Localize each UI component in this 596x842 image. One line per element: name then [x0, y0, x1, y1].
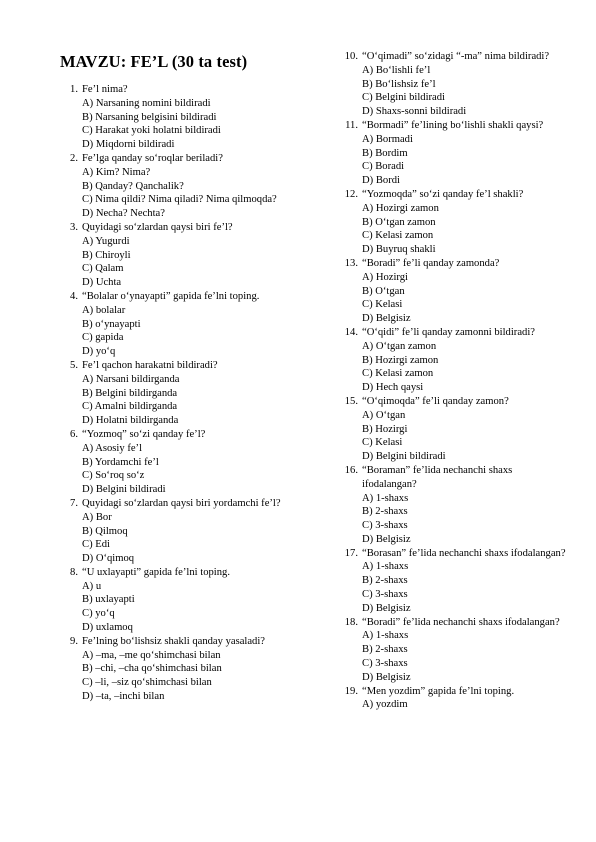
- question-number: 5 .: [58, 359, 78, 373]
- answer-option: D) Uchta: [82, 277, 122, 289]
- answer-option: B) 2-shaxs: [362, 506, 408, 518]
- question-item: [58, 497, 303, 566]
- question-number: 19 .: [338, 685, 358, 699]
- answer-option: C) Kelasi: [362, 437, 403, 449]
- question-item: [58, 566, 303, 635]
- answer-option: D) Miqdorni bildiradi: [82, 139, 175, 151]
- answer-option: C) Qalam: [82, 263, 124, 275]
- answer-option: A) 1-shaxs: [362, 561, 409, 573]
- question-item: [58, 428, 303, 497]
- answer-option: C) 3-shaxs: [362, 520, 408, 532]
- answer-option: A) Narsani bildirganda: [82, 373, 180, 385]
- question-item: [338, 395, 568, 464]
- question-number: 6 .: [58, 428, 78, 442]
- answer-option: B) Yordamchi fe’l: [82, 456, 159, 468]
- answer-option: A) O‘tgan zamon: [362, 340, 437, 352]
- answer-option: D) Buyruq shakli: [362, 244, 436, 256]
- answer-option: D) Hech qaysi: [362, 382, 424, 394]
- answer-option: C) 3-shaxs: [362, 658, 408, 670]
- question-item: [58, 290, 303, 359]
- question-item: [338, 188, 568, 257]
- answer-option: A) Yugurdi: [82, 235, 130, 247]
- page-title: MAVZU: FE’L (30 ta test): [60, 52, 248, 71]
- question-number: 16 .: [338, 464, 358, 478]
- answer-option: A) –ma, –me qo‘shimchasi bilan: [82, 649, 221, 661]
- answer-option: B) uxlayapti: [82, 594, 135, 606]
- question-item: [58, 635, 303, 704]
- answer-option: D) Bordi: [362, 175, 400, 187]
- right-column: [338, 50, 568, 712]
- answer-option: B) O‘tgan zamon: [362, 216, 436, 228]
- answer-option: D) Holatni bildirganda: [82, 415, 179, 427]
- answer-option: C) gapida: [82, 332, 124, 344]
- question-text: “Yozmoqda” so‘zi qanday fe’l shakli?: [362, 188, 524, 200]
- question-number: 4 .: [58, 290, 78, 304]
- question-text: “Yozmoq” so‘zi qanday fe’l?: [82, 428, 206, 440]
- answer-option: B) Belgini bildirganda: [82, 387, 178, 399]
- question-text: “O‘qidi” fe’li qanday zamonni bildiradi?: [362, 326, 535, 338]
- answer-option: C) 3-shaxs: [362, 589, 408, 601]
- answer-option: B) 2-shaxs: [362, 644, 408, 656]
- question-number: 3 .: [58, 221, 78, 235]
- question-text: “U uxlayapti” gapida fe’lni toping.: [82, 566, 230, 578]
- answer-option: B) Bordim: [362, 147, 408, 159]
- question-item: [338, 119, 568, 188]
- answer-option: D) –ta, –inchi bilan: [82, 691, 165, 703]
- question-number: 2 .: [58, 152, 78, 166]
- question-text: “Boradi” fe’lida nechanchi shaxs ifodalangan?: [362, 616, 560, 628]
- answer-option: A) u: [82, 580, 102, 592]
- answer-option: D) Belgisiz: [362, 533, 411, 545]
- answer-option: D) yo‘q: [82, 346, 116, 358]
- question-item: [58, 221, 303, 290]
- answer-option: B) Bo‘lishsiz fe’l: [362, 78, 436, 90]
- answer-option: B) O‘tgan: [362, 285, 405, 297]
- question-number: 18 .: [338, 616, 358, 630]
- answer-option: A) 1-shaxs: [362, 630, 409, 642]
- answer-option: D) Belgisiz: [362, 602, 411, 614]
- question-number: 9 .: [58, 635, 78, 649]
- answer-option: A) Narsaning nomini bildiradi: [82, 97, 211, 109]
- question-item: [338, 547, 568, 616]
- question-number: 8 .: [58, 566, 78, 580]
- question-number: 10 .: [338, 50, 358, 64]
- question-number: 14 .: [338, 326, 358, 340]
- answer-option: B) Hozirgi: [362, 423, 408, 435]
- answer-option: C) Boradi: [362, 161, 405, 173]
- answer-option: B) Narsaning belgisini bildiradi: [82, 111, 217, 123]
- question-number: 12 .: [338, 188, 358, 202]
- question-item: [338, 50, 568, 119]
- answer-option: C) Kelasi zamon: [362, 230, 434, 242]
- answer-option: C) Harakat yoki holatni bildiradi: [82, 125, 221, 137]
- question-text: Fe’l nima?: [82, 84, 128, 95]
- answer-option: A) yozdim: [362, 699, 408, 711]
- question-item: [58, 83, 303, 152]
- question-text: “Bolalar o‘ynayapti” gapida fe’lni toping.: [82, 290, 260, 302]
- answer-option: C) Edi: [82, 539, 110, 551]
- answer-option: D) Belgisiz: [362, 313, 411, 325]
- answer-option: C) Kelasi: [362, 299, 403, 311]
- answer-option: C) Belgini bildiradi: [362, 92, 445, 104]
- question-text: Fe’lga qanday so‘roqlar beriladi?: [82, 152, 223, 164]
- question-number: 11 .: [338, 119, 358, 133]
- question-text: “Men yozdim” gapida fe’lni toping.: [362, 685, 515, 697]
- question-item: [338, 257, 568, 326]
- question-item: [58, 359, 303, 428]
- answer-option: B) Qilmoq: [82, 525, 128, 537]
- question-text: “Boradi” fe’li qanday zamonda?: [362, 257, 500, 269]
- answer-option: D) Belgini bildiradi: [82, 484, 166, 496]
- answer-option: D) uxlamoq: [82, 622, 133, 634]
- question-number: 13 .: [338, 257, 358, 271]
- answer-option: A) Bo‘lishli fe’l: [362, 64, 431, 76]
- answer-option: A) O‘tgan: [362, 409, 406, 421]
- question-item: [338, 616, 568, 685]
- answer-option: C) So‘roq so‘z: [82, 470, 145, 482]
- answer-option: A) bolalar: [82, 304, 126, 316]
- answer-option: B) Hozirgi zamon: [362, 354, 439, 366]
- question-text: “Boraman” fe’lida nechanchi shaxs ifodalangan?: [362, 464, 513, 490]
- answer-option: B) –chi, –cha qo‘shimchasi bilan: [82, 663, 222, 675]
- answer-option: A) Hozirgi zamon: [362, 202, 439, 214]
- question-number: 1 .: [58, 83, 78, 97]
- answer-option: B) 2-shaxs: [362, 575, 408, 587]
- question-number: 15 .: [338, 395, 358, 409]
- answer-option: A) Bormadi: [362, 133, 413, 145]
- answer-option: A) Bor: [82, 511, 112, 523]
- answer-option: D) Belgisiz: [362, 671, 411, 683]
- answer-option: C) Kelasi zamon: [362, 368, 434, 380]
- question-item: [338, 685, 568, 713]
- answer-option: A) 1-shaxs: [362, 492, 409, 504]
- answer-option: C) yo‘q: [82, 608, 115, 620]
- answer-option: D) Belgini bildiradi: [362, 451, 446, 463]
- answer-option: C) –li, –siz qo‘shimchasi bilan: [82, 677, 212, 689]
- question-text: Fe’lning bo‘lishsiz shakli qanday yasaladi?: [82, 635, 265, 647]
- question-text: “O‘qimadi” so‘zidagi “-ma” nima bildiradi?: [362, 51, 550, 62]
- answer-option: D) Shaxs-sonni bildiradi: [362, 106, 467, 118]
- question-number: 17 .: [338, 547, 358, 561]
- answer-option: A) Asosiy fe’l: [82, 442, 143, 454]
- question-number: 7 .: [58, 497, 78, 511]
- answer-option: C) Amalni bildirganda: [82, 401, 178, 413]
- answer-option: D) Necha? Nechta?: [82, 208, 165, 220]
- question-item: [338, 464, 568, 547]
- answer-option: B) o‘ynayapti: [82, 318, 141, 330]
- question-text: “Bormadi” fe’lining bo‘lishli shakli qaysi?: [362, 119, 544, 131]
- question-text: Fe’l qachon harakatni bildiradi?: [82, 359, 218, 371]
- answer-option: D) O‘qimoq: [82, 553, 135, 565]
- answer-option: B) Chiroyli: [82, 249, 131, 261]
- question-text: “O‘qimoqda” fe’li qanday zamon?: [362, 395, 509, 407]
- question-item: [338, 326, 568, 395]
- question-text: Quyidagi so‘zlardan qaysi biri yordamchi fe’l?: [82, 497, 281, 509]
- left-column: [58, 83, 303, 704]
- question-text: Quyidagi so‘zlardan qaysi biri fe’l?: [82, 221, 233, 233]
- question-item: [58, 152, 303, 221]
- question-text: “Borasan” fe’lida nechanchi shaxs ifodalangan?: [362, 547, 566, 559]
- answer-option: C) Nima qildi? Nima qiladi? Nima qilmoqda?: [82, 194, 277, 206]
- answer-option: B) Qanday? Qanchalik?: [82, 180, 184, 192]
- answer-option: A) Hozirgi: [362, 271, 408, 283]
- answer-option: A) Kim? Nima?: [82, 166, 151, 178]
